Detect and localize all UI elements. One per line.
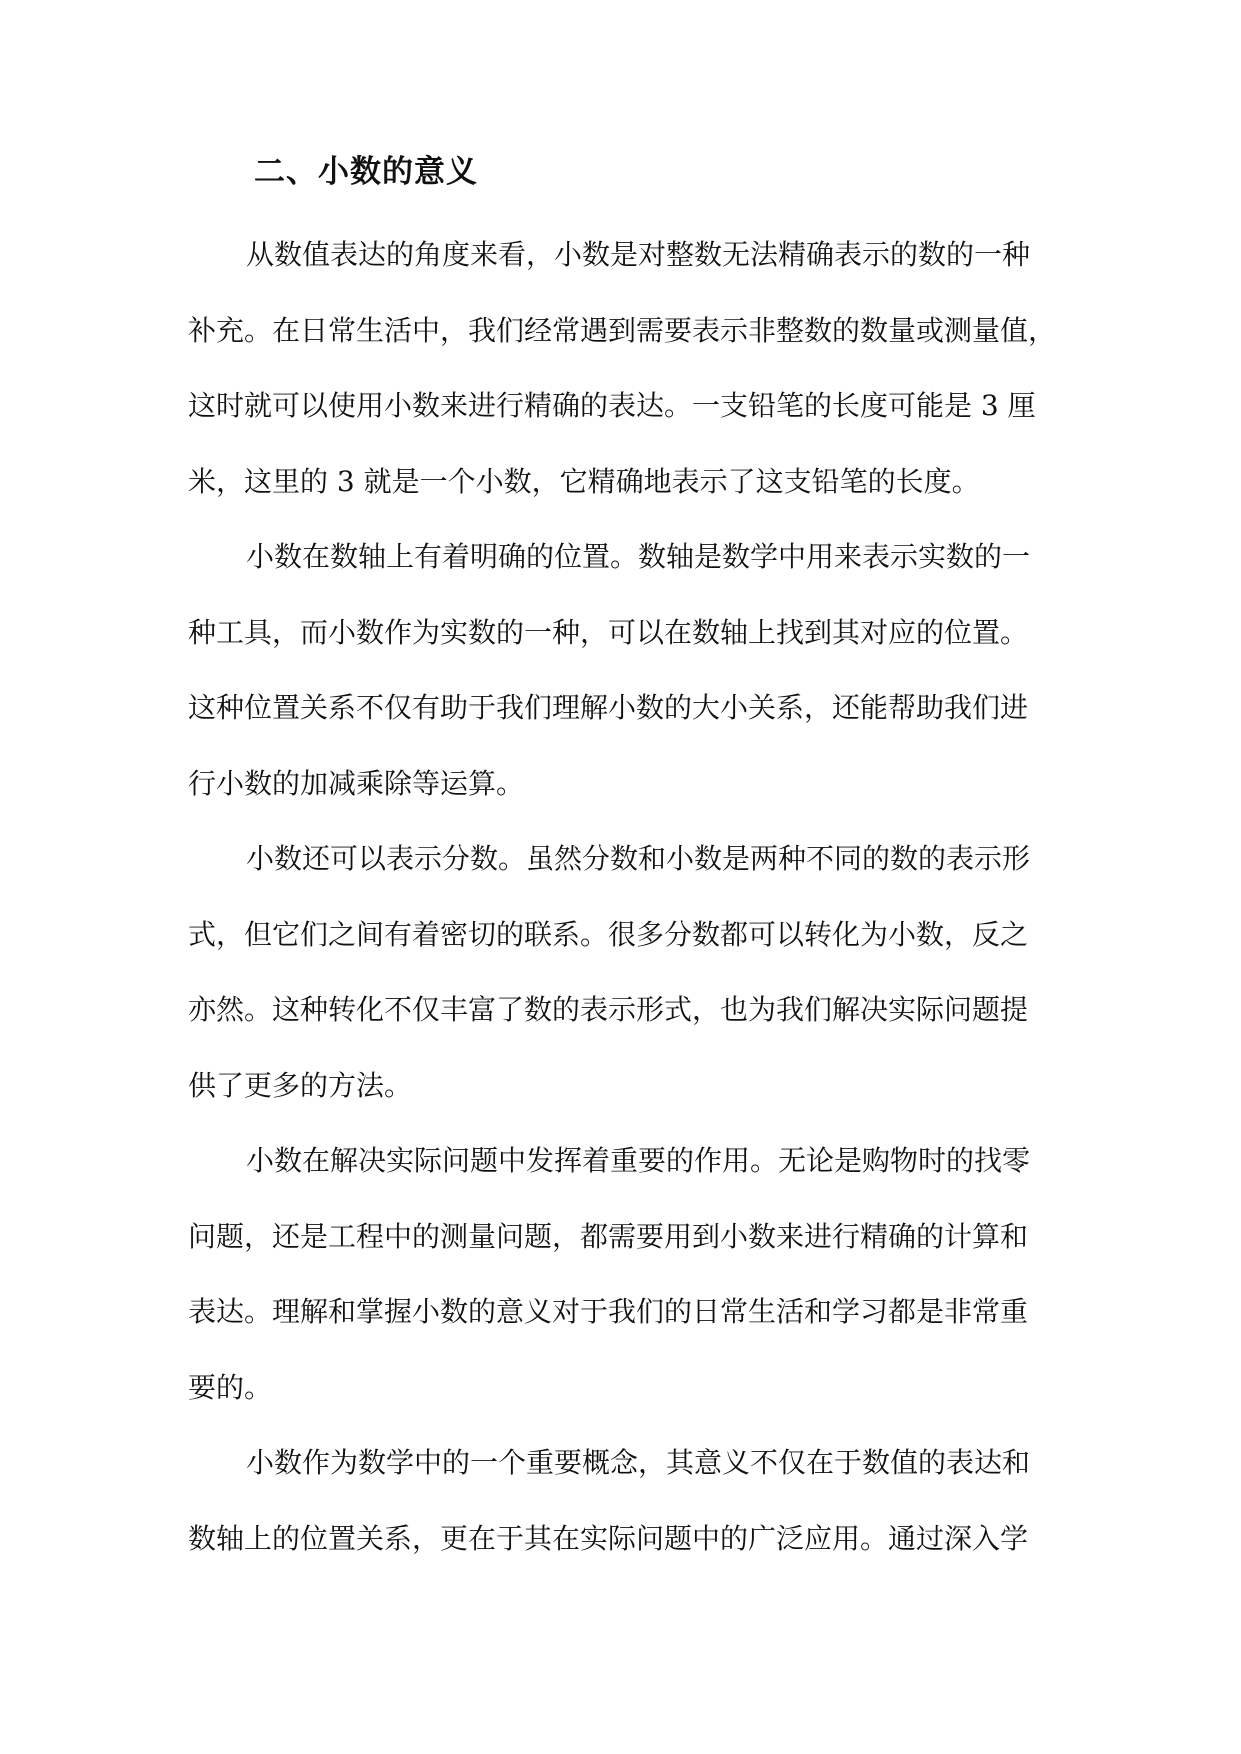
text-line: 这时就可以使用小数来进行精确的表达。一支铅笔的长度可能是 3 厘	[188, 389, 1036, 422]
text-line: 供了更多的方法。	[188, 1068, 413, 1102]
text-line: 小数作为数学中的一个重要概念，其意义不仅在于数值的表达和	[246, 1446, 1031, 1479]
paragraph	[188, 533, 1068, 835]
section-heading: 二、小数的意义	[254, 154, 478, 190]
text-line: 行小数的加减乘除等运算。	[188, 766, 525, 800]
text-line: 从数值表达的角度来看，小数是对整数无法精确表示的数的一种	[246, 238, 1031, 271]
text-line: 问题，还是工程中的测量问题，都需要用到小数来进行精确的计算和	[188, 1219, 1029, 1253]
text-line: 米，这里的 3 就是一个小数，它精确地表示了这支铅笔的长度。	[188, 464, 980, 498]
text-line: 补充。在日常生活中，我们经常遇到需要表示非整数的数量或测量值，	[188, 313, 1057, 347]
text-line: 这种位置关系不仅有助于我们理解小数的大小关系，还能帮助我们进	[188, 691, 1029, 724]
paragraph	[188, 835, 1068, 1137]
body-text	[188, 231, 1068, 1590]
text-line: 小数在解决实际问题中发挥着重要的作用。无论是购物时的找零	[246, 1144, 1031, 1177]
text-line: 种工具，而小数作为实数的一种，可以在数轴上找到其对应的位置。	[188, 615, 1029, 649]
text-line: 要的。	[188, 1370, 273, 1404]
text-line: 小数在数轴上有着明确的位置。数轴是数学中用来表示实数的一	[246, 540, 1031, 573]
text-line: 亦然。这种转化不仅丰富了数的表示形式，也为我们解决实际问题提	[188, 993, 1029, 1026]
paragraph	[188, 231, 1068, 533]
paragraph	[188, 1137, 1068, 1439]
text-line: 表达。理解和掌握小数的意义对于我们的日常生活和学习都是非常重	[188, 1295, 1029, 1328]
paragraph	[188, 1439, 1068, 1590]
text-line: 小数还可以表示分数。虽然分数和小数是两种不同的数的表示形	[246, 842, 1031, 875]
text-line: 数轴上的位置关系，更在于其在实际问题中的广泛应用。通过深入学	[188, 1521, 1029, 1555]
text-line: 式，但它们之间有着密切的联系。很多分数都可以转化为小数，反之	[188, 917, 1029, 951]
